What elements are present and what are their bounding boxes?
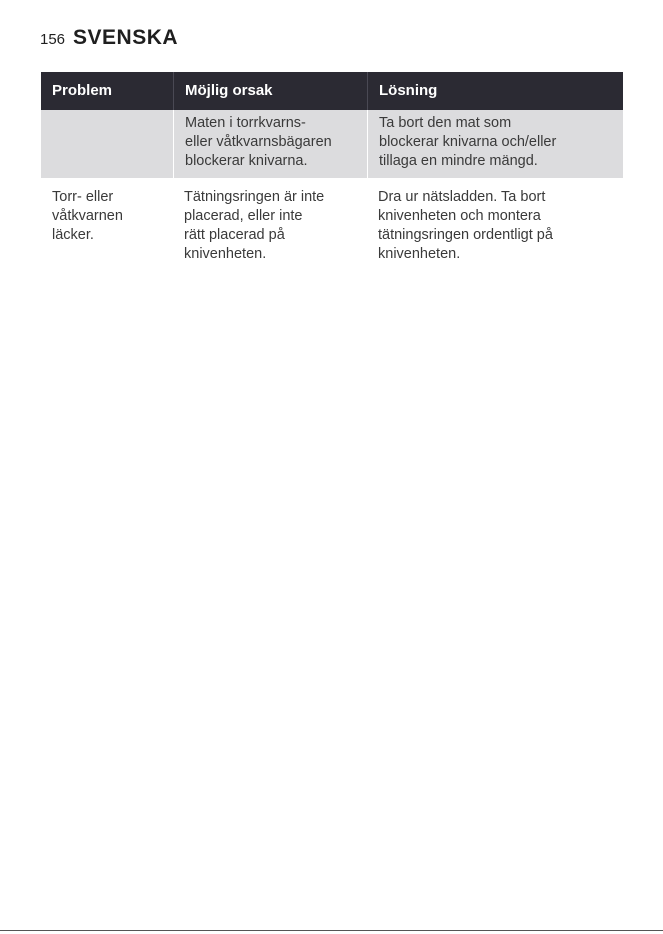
- cell-line: blockerar knivarna.: [185, 153, 308, 169]
- page-number: 156: [40, 31, 66, 48]
- cell-cause: [173, 110, 367, 178]
- cell-problem: [41, 110, 173, 178]
- column-header-solution: Lösning: [367, 72, 623, 110]
- cell-line: placerad, eller inte: [184, 208, 303, 224]
- cell-line: knivenheten.: [184, 246, 267, 262]
- troubleshooting-table: [41, 72, 623, 271]
- cell-line: knivenheten.: [378, 246, 461, 262]
- section-title: SVENSKA: [73, 26, 179, 49]
- column-header-cause: Möjlig orsak: [173, 72, 367, 110]
- footer-divider: [0, 930, 663, 931]
- cell-line: eller våtkvarnsbägaren: [185, 134, 332, 150]
- cell-solution: [367, 110, 623, 178]
- cell-line: våtkvarnen: [52, 208, 123, 224]
- cell-solution: [367, 178, 623, 271]
- page-header: [40, 26, 178, 50]
- cell-line: blockerar knivarna och/eller: [379, 134, 557, 150]
- table-row: [41, 110, 623, 178]
- cell-line: tillaga en mindre mängd.: [379, 153, 538, 169]
- cell-line: rätt placerad på: [184, 227, 285, 243]
- cell-line: Maten i torrkvarns-: [185, 115, 306, 131]
- cell-line: läcker.: [52, 227, 94, 243]
- cell-line: Dra ur nätsladden. Ta bort: [378, 189, 546, 205]
- column-header-problem: Problem: [52, 82, 113, 99]
- cell-line: Ta bort den mat som: [379, 115, 512, 131]
- cell-line: Tätningsringen är inte: [184, 189, 325, 205]
- table-row: [41, 178, 623, 271]
- cell-problem: [41, 178, 173, 271]
- cell-cause: [173, 178, 367, 271]
- cell-line: knivenheten och montera: [378, 208, 541, 224]
- cell-line: tätningsringen ordentligt på: [378, 227, 553, 243]
- table-header-row: [41, 72, 623, 110]
- cell-line: Torr- eller: [52, 189, 114, 205]
